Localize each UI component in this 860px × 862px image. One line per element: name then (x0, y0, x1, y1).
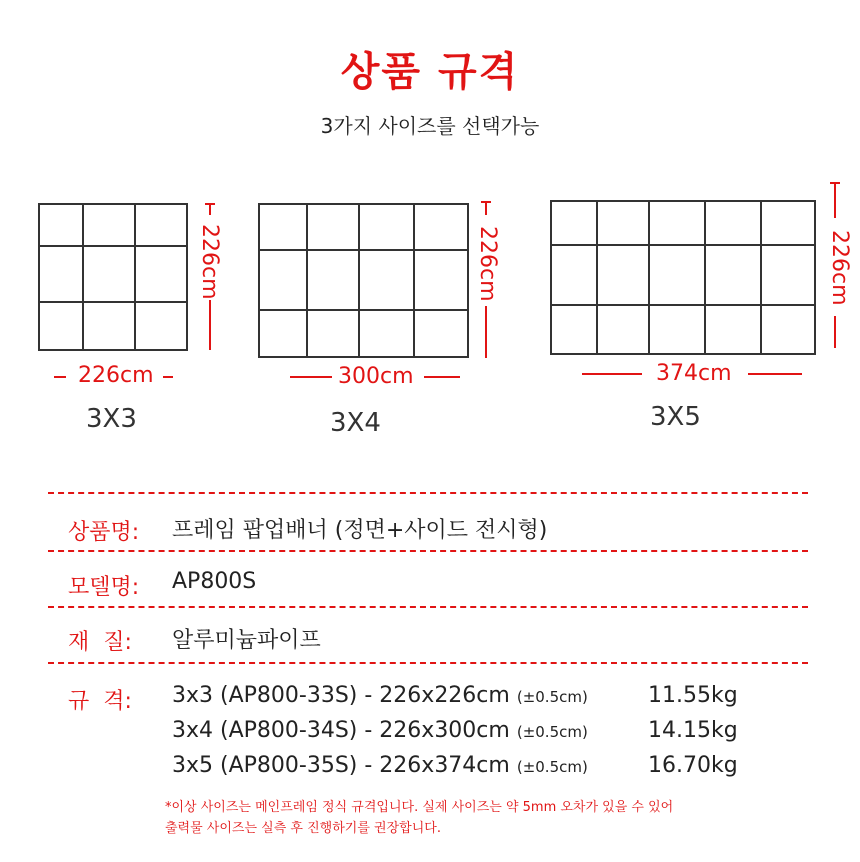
size-name: 3X3 (86, 404, 137, 434)
spec-row (172, 718, 588, 743)
frame-diagram-3x4 (258, 203, 469, 358)
spec-row-tolerance: (±0.5cm) (516, 758, 588, 776)
width-label: 374cm (656, 361, 732, 386)
spec-row-text: 3x5 (AP800-35S) - 226x374cm (172, 753, 510, 778)
size-name: 3X5 (650, 402, 701, 432)
page-title: 상품 규격 (340, 49, 520, 95)
spec-row-weight: 16.70kg (648, 753, 738, 778)
width-label: 226cm (78, 363, 154, 388)
spec-row (172, 753, 588, 778)
divider (48, 550, 808, 552)
spec-row-tolerance: (±0.5cm) (516, 688, 588, 706)
spec-row-text: 3x4 (AP800-34S) - 226x300cm (172, 718, 510, 743)
material-label: 재 질: (68, 630, 132, 655)
frame-diagram-3x3 (38, 203, 188, 351)
model-name-label: 모델명: (68, 575, 140, 600)
spec-row-text: 3x3 (AP800-33S) - 226x226cm (172, 683, 510, 708)
spec-label: 규 격: (68, 689, 132, 714)
width-label: 300cm (338, 364, 414, 389)
spec-row-weight: 14.15kg (648, 718, 738, 743)
divider (48, 492, 808, 494)
spec-row (172, 683, 588, 708)
product-name-value: 프레임 팝업배너 (정면+사이드 전시형) (172, 518, 548, 543)
size-name: 3X4 (330, 408, 381, 438)
frame-diagram-3x5 (550, 200, 816, 355)
note-line-1: *이상 사이즈는 메인프레임 정식 규격입니다. 실제 사이즈는 약 5mm 오차가 있을 수 있어 (165, 800, 674, 815)
divider (48, 662, 808, 664)
page-subtitle: 3가지 사이즈를 선택가능 (320, 114, 540, 138)
note-line-2: 출력물 사이즈는 실측 후 진행하기를 권장합니다. (165, 821, 441, 836)
spec-row-tolerance: (±0.5cm) (516, 723, 588, 741)
height-label: 226cm (197, 224, 222, 300)
height-label: 226cm (475, 226, 500, 302)
spec-row-weight: 11.55kg (648, 683, 738, 708)
product-name-label: 상품명: (68, 520, 140, 545)
height-dimension-line (209, 203, 211, 215)
height-label: 226cm (827, 230, 852, 306)
model-name-value: AP800S (172, 569, 257, 594)
material-value: 알루미늄파이프 (172, 628, 321, 653)
divider (48, 606, 808, 608)
